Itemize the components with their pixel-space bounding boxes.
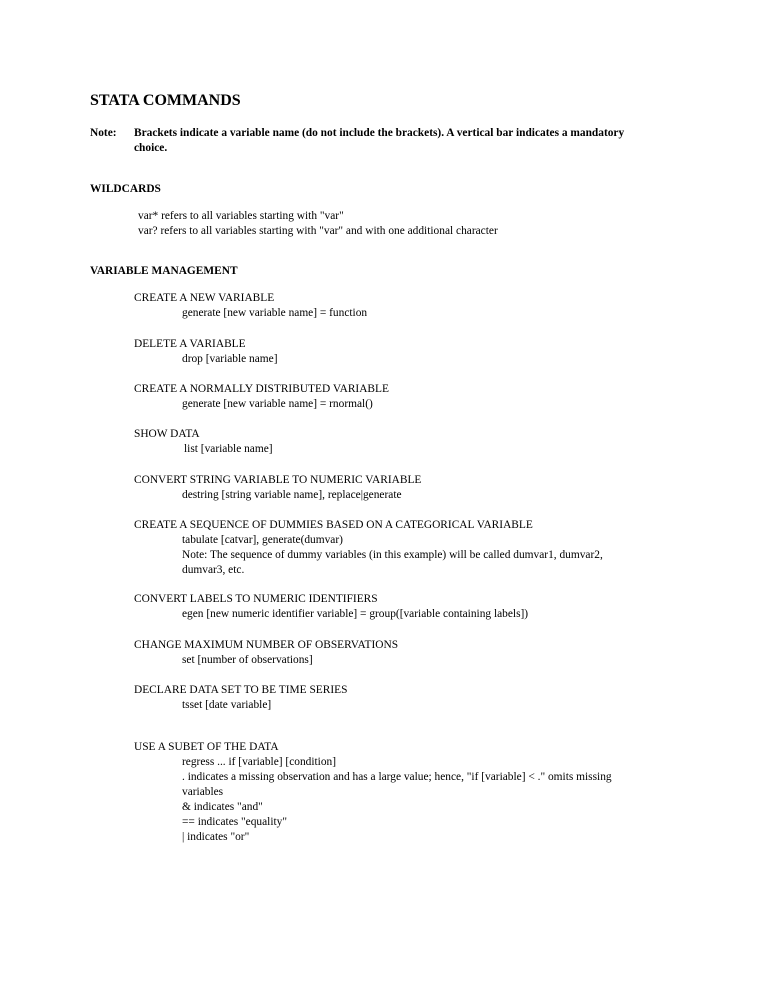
entry-heading: CREATE A NEW VARIABLE bbox=[134, 292, 275, 304]
wildcards-heading: WILDCARDS bbox=[90, 183, 161, 195]
page-title: STATA COMMANDS bbox=[90, 92, 241, 109]
note-text-1: Brackets indicate a variable name (do not include the brackets). A vertical bar indicates a mandatory bbox=[134, 127, 625, 139]
wildcards-list bbox=[138, 209, 498, 239]
entry-dummies bbox=[134, 518, 674, 578]
entry-heading: DECLARE DATA SET TO BE TIME SERIES bbox=[134, 684, 348, 696]
entry-command: generate [new variable name] = rnormal() bbox=[182, 398, 373, 410]
entry-time-series bbox=[134, 683, 674, 713]
note-line-1 bbox=[90, 126, 690, 141]
entry-labels-to-ids bbox=[134, 592, 674, 622]
entry-delete-variable bbox=[134, 337, 674, 367]
entry-heading: SHOW DATA bbox=[134, 428, 200, 440]
entry-command: tsset [date variable] bbox=[182, 699, 272, 711]
entry-command: drop [variable name] bbox=[182, 353, 278, 365]
entry-note: | indicates "or" bbox=[182, 831, 250, 843]
entry-heading: CREATE A SEQUENCE OF DUMMIES BASED ON A CATEGORICAL VARIABLE bbox=[134, 519, 533, 531]
entry-note: dumvar3, etc. bbox=[182, 564, 245, 576]
entry-note: Note: The sequence of dummy variables (in this example) will be called dumvar1, dumvar2, bbox=[182, 549, 603, 561]
variable-management-heading: VARIABLE MANAGEMENT bbox=[90, 265, 238, 277]
wildcard-line: var? refers to all variables starting with "var" and with one additional character bbox=[138, 225, 498, 237]
entry-max-observations bbox=[134, 638, 674, 668]
entry-note: == indicates "equality" bbox=[182, 816, 288, 828]
entry-note: variables bbox=[182, 786, 224, 798]
entry-show-data bbox=[134, 427, 674, 457]
entry-destring bbox=[134, 473, 674, 503]
entry-command: tabulate [catvar], generate(dumvar) bbox=[182, 534, 343, 546]
entry-command: list [variable name] bbox=[184, 443, 273, 455]
entry-create-variable bbox=[134, 291, 674, 321]
entry-heading: DELETE A VARIABLE bbox=[134, 338, 246, 350]
entry-normal-variable bbox=[134, 382, 674, 412]
entry-heading: CHANGE MAXIMUM NUMBER OF OBSERVATIONS bbox=[134, 639, 399, 651]
entry-command: egen [new numeric identifier variable] = group([variable containing labels]) bbox=[182, 608, 529, 620]
entry-heading: CONVERT STRING VARIABLE TO NUMERIC VARIABLE bbox=[134, 474, 422, 486]
entry-command: generate [new variable name] = function bbox=[182, 307, 368, 319]
note-label: Note: bbox=[90, 127, 117, 139]
note-text-2: choice. bbox=[134, 142, 168, 154]
entry-note: & indicates "and" bbox=[182, 801, 263, 813]
entry-command: regress ... if [variable] [condition] bbox=[182, 756, 337, 768]
entry-command: destring [string variable name], replace|generate bbox=[182, 489, 402, 501]
entry-subset bbox=[134, 740, 674, 845]
entry-note: . indicates a missing observation and has a large value; hence, "if [variable] < ." omits missing bbox=[182, 771, 612, 783]
entry-heading: CONVERT LABELS TO NUMERIC IDENTIFIERS bbox=[134, 593, 378, 605]
wildcard-line: var* refers to all variables starting with "var" bbox=[138, 210, 344, 222]
entry-heading: USE A SUBET OF THE DATA bbox=[134, 741, 279, 753]
note-paragraph bbox=[90, 126, 690, 156]
entry-heading: CREATE A NORMALLY DISTRIBUTED VARIABLE bbox=[134, 383, 389, 395]
entry-command: set [number of observations] bbox=[182, 654, 313, 666]
